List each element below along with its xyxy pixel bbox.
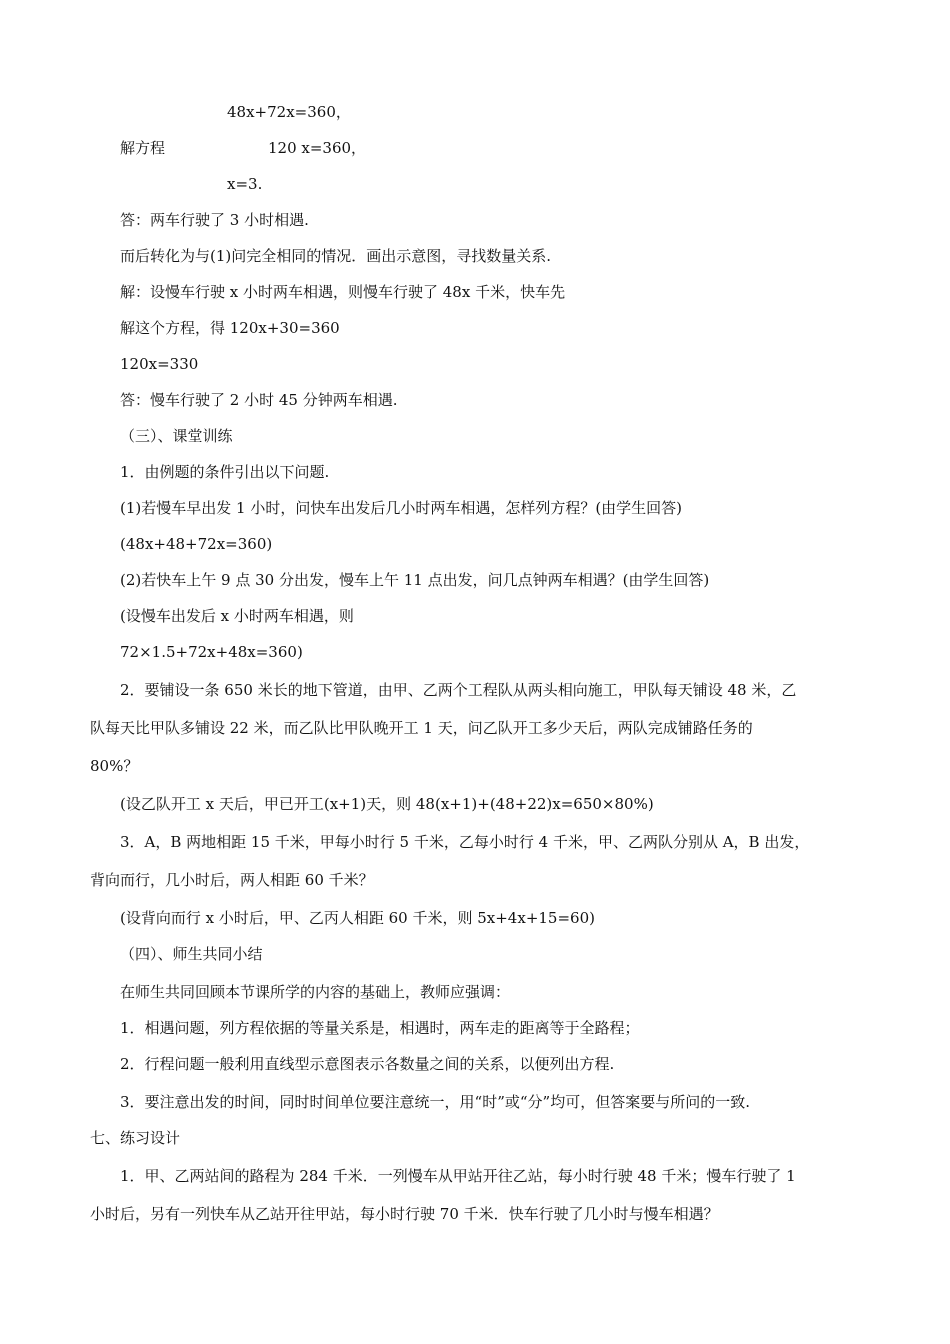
solve-label: 解方程 [120,139,166,157]
problem-line: 2．要铺设一条 650 米长的地下管道，由甲、乙两个工程队从两头相向施工，甲队每天铺设 48 米，乙 [120,681,797,699]
solution-line: 解这个方程，得 120x+30=360 [120,319,340,337]
equation-line: (48x+48+72x=360) [120,535,273,553]
section-heading: （三）、课堂训练 [120,427,233,445]
solution-line: 解：设慢车行驶 x 小时两车相遇，则慢车行驶了 48x 千米，快车先 [120,283,566,301]
problem-line: 背向而行，几小时后，两人相距 60 千米？ [90,871,374,889]
paragraph-line: 而后转化为与(1)问完全相同的情况．画出示意图，寻找数量关系. [120,247,552,265]
hint-line: (设慢车出发后 x 小时两车相遇，则 [120,607,354,625]
equation-text: 120 x=360， [268,139,367,157]
exercise-line: 1．甲、乙两站间的路程为 284 千米．一列慢车从甲站开往乙站，每小时行驶 48 千米；慢车行驶了 1 [120,1167,796,1185]
summary-point: 3．要注意出发的时间，同时时间单位要注意统一，用“时”或“分”均可，但答案要与所问的一致. [120,1093,750,1111]
summary-point: 2．行程问题一般利用直线型示意图表示各数量之间的关系，以便列出方程. [120,1055,615,1073]
hint-line: (设背向而行 x 小时后，甲、乙丙人相距 60 千米，则 5x+4x+15=60) [120,909,595,927]
section-heading: 七、练习设计 [90,1129,181,1147]
equation-line: 72×1.5+72x+48x=360) [120,643,303,661]
paragraph-line: 在师生共同回顾本节课所学的内容的基础上，教师应强调： [120,983,511,1001]
summary-point: 1．相遇问题，列方程依据的等量关系是，相遇时，两车走的距离等于全路程； [120,1019,640,1037]
answer-line: 答：两车行驶了 3 小时相遇. [120,211,309,229]
problem-line: 队每天比甲队多铺设 22 米，而乙队比甲队晚开工 1 天，问乙队开工多少天后，两队完成铺路任务的 [90,719,753,737]
equation-line: 120x=330 [120,355,199,373]
hint-line: (设乙队开工 x 天后，甲已开工(x+1)天，则 48(x+1)+(48+22)x=650×80%) [120,795,654,813]
exercise-line: 小时后，另有一列快车从乙站开往甲站，每小时行驶 70 千米．快车行驶了几小时与慢车相遇？ [90,1205,719,1223]
answer-line: 答：慢车行驶了 2 小时 45 分钟两车相遇. [120,391,398,409]
section-heading: （四）、师生共同小结 [120,945,263,963]
problem-line: 80%？ [90,757,139,775]
problem-line: 3．A，B 两地相距 15 千米，甲每小时行 5 千米，乙每小时行 4 千米，甲、乙两队分别从 A，B 出发， [120,833,810,851]
question-line: (1)若慢车早出发 1 小时，问快车出发后几小时两车相遇，怎样列方程？(由学生回答) [120,499,683,517]
equation-line [120,138,440,158]
equation-line: x=3. [227,175,263,193]
question-line: (2)若快车上午 9 点 30 分出发，慢车上午 11 点出发，问几点钟两车相遇？(由学生回答) [120,571,710,589]
paragraph-line: 1．由例题的条件引出以下问题. [120,463,330,481]
equation-line: 48x+72x=360， [227,103,351,121]
